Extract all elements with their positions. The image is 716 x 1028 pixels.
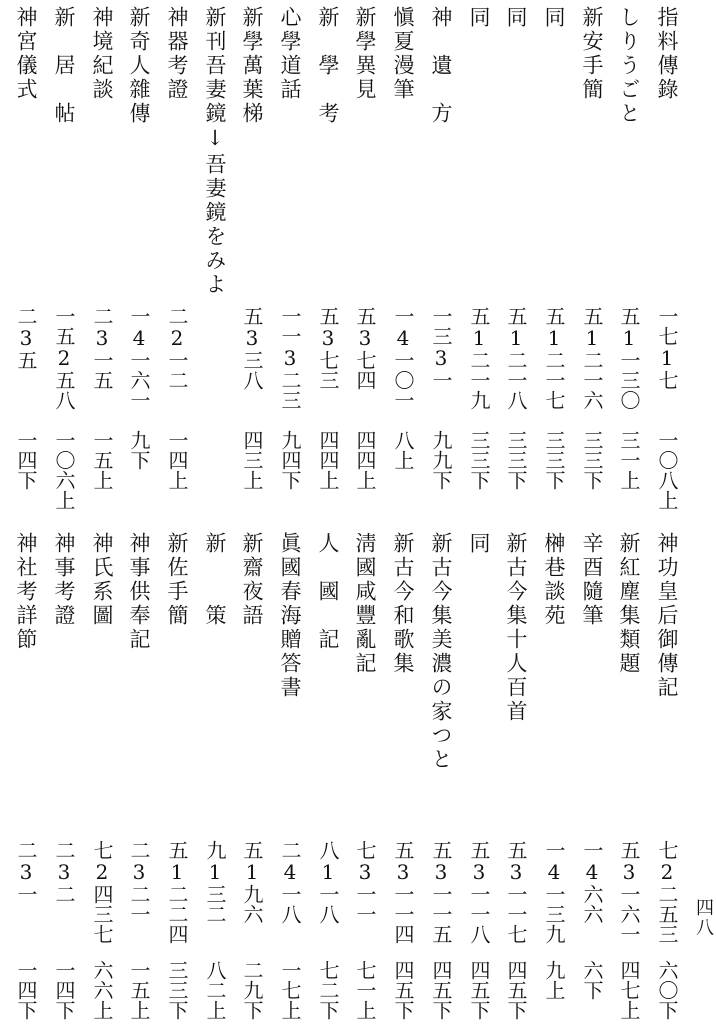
entry-reference: 五3一一七 [504,840,528,944]
entry-page: 四五下 [467,960,491,1020]
entry-title: 新古今集美濃の家つと [429,532,453,772]
entry-title: 新 居 帖 [52,6,76,126]
entry-page: 九下 [127,430,151,470]
entry-page: 六下 [580,960,604,1000]
entry-reference: 五3七三 [316,306,340,390]
entry-page: 八上 [391,430,415,470]
entry-title: 新紅塵集類題 [617,532,641,676]
entry-title: 新古今集十人百首 [504,532,528,724]
entry-page: 四五下 [391,960,415,1020]
entry-reference: 一三3一 [429,306,453,390]
entry-page: 三三下 [504,430,528,490]
entry-title: 新齋夜語 [240,532,264,628]
entry-page: 二九下 [240,960,264,1020]
entry-reference: 五3一一八 [467,840,491,944]
entry-title: 新學萬葉梯 [240,6,264,126]
entry-reference: 一五2五八 [52,306,76,410]
entry-reference: 九1三二 [203,840,227,924]
entry-page: 三一上 [617,430,641,490]
entry-page: 六〇下 [655,960,679,1020]
entry-reference: 一一3二三 [278,306,302,410]
entry-page: 三三下 [542,430,566,490]
entry-reference: 二3一 [14,840,38,904]
entry-page: 四七上 [617,960,641,1020]
entry-reference: 五3一六一 [617,840,641,944]
entry-page: 八二上 [203,960,227,1020]
entry-reference: 七3一一 [353,840,377,924]
entry-reference: 一4一六一 [127,306,151,410]
entry-title: 指料傳錄 [655,6,679,102]
entry-title: 淸國咸豐亂記 [353,532,377,676]
entry-page: 四四上 [353,430,377,490]
entry-page: 一〇六上 [52,430,76,510]
entry-page: 一四上 [165,430,189,490]
entry-title: しりうごと [617,6,641,126]
entry-title: 神境紀談 [90,6,114,102]
entry-reference: 二3五 [14,306,38,370]
entry-reference: 五1二二四 [165,840,189,944]
page-number: 四八 [693,898,714,938]
entry-title: 辛酉隨筆 [580,532,604,628]
entry-page: 一七上 [278,960,302,1020]
entry-reference: 二3二一 [127,840,151,924]
entry-reference: 五1九六 [240,840,264,924]
entry-page: 九四下 [278,430,302,490]
entry-reference: 一七1七 [655,306,679,390]
entry-page: 一五上 [90,430,114,490]
entry-title: 同 [467,532,491,556]
entry-reference: 五1一三〇 [617,306,641,410]
entry-reference: 八1一八 [316,840,340,924]
entry-reference: 七2二五三 [655,840,679,944]
entry-page: 四四上 [316,430,340,490]
entry-title: 神 遺 方 [429,6,453,126]
entry-reference: 五1二一六 [580,306,604,410]
entry-title: 同 [467,6,491,30]
entry-page: 三三下 [165,960,189,1020]
entry-reference: 五1二一七 [542,306,566,410]
entry-title: 神功皇后御傳記 [655,532,679,700]
entry-page: 七一上 [353,960,377,1020]
entry-title: 神社考詳節 [14,532,38,652]
entry-title: 神事考證 [52,532,76,628]
entry-title: 榊巷談苑 [542,532,566,628]
entry-reference: 五3一一四 [391,840,415,944]
entry-page: 四三上 [240,430,264,490]
entry-title: 神宮儀式 [14,6,38,102]
entry-reference: 一4一〇一 [391,306,415,410]
entry-title: 神事供奉記 [127,532,151,652]
entry-title: 神氏系圖 [90,532,114,628]
entry-title: 神器考證 [165,6,189,102]
entry-reference: 五3三八 [240,306,264,390]
entry-reference: 五3七四 [353,306,377,390]
entry-title: 心學道話 [278,6,302,102]
entry-title: 新安手簡 [580,6,604,102]
entry-page: 一五上 [127,960,151,1020]
entry-reference: 一4一三九 [542,840,566,944]
entry-title: 愼夏漫筆 [391,6,415,102]
entry-page: 一四下 [14,430,38,490]
entry-page: 一四下 [52,960,76,1020]
entry-reference: 五1二一八 [504,306,528,410]
entry-page: 九九下 [429,430,453,490]
entry-reference: 二3二 [52,840,76,904]
entry-title: 新刊吾妻鏡↓吾妻鏡をみよ [203,6,227,297]
entry-reference: 二3一五 [90,306,114,390]
entry-reference: 二2一二 [165,306,189,390]
entry-title: 新古今和歌集 [391,532,415,676]
entry-reference: 二4一八 [278,840,302,924]
entry-title: 新 策 [203,532,227,628]
entry-page: 一〇八上 [655,430,679,510]
entry-page: 三三下 [580,430,604,490]
entry-reference: 五1二一九 [467,306,491,410]
entry-page: 七二下 [316,960,340,1020]
entry-page: 三三下 [467,430,491,490]
entry-reference: 一4六六 [580,840,604,924]
entry-title: 同 [504,6,528,30]
entry-title: 同 [542,6,566,30]
entry-title: 新奇人雜傳 [127,6,151,126]
entry-title: 新佐手簡 [165,532,189,628]
entry-reference: 七2四三七 [90,840,114,944]
entry-title: 新 學 考 [316,6,340,126]
entry-page: 一四下 [14,960,38,1020]
entry-page: 四五下 [429,960,453,1020]
entry-page: 九上 [542,960,566,1000]
entry-title: 眞國春海贈答書 [278,532,302,700]
entry-reference: 五3一一五 [429,840,453,944]
entry-page: 六六上 [90,960,114,1020]
entry-page: 四五下 [504,960,528,1020]
entry-title: 人 國 記 [316,532,340,652]
entry-title: 新學異見 [353,6,377,102]
